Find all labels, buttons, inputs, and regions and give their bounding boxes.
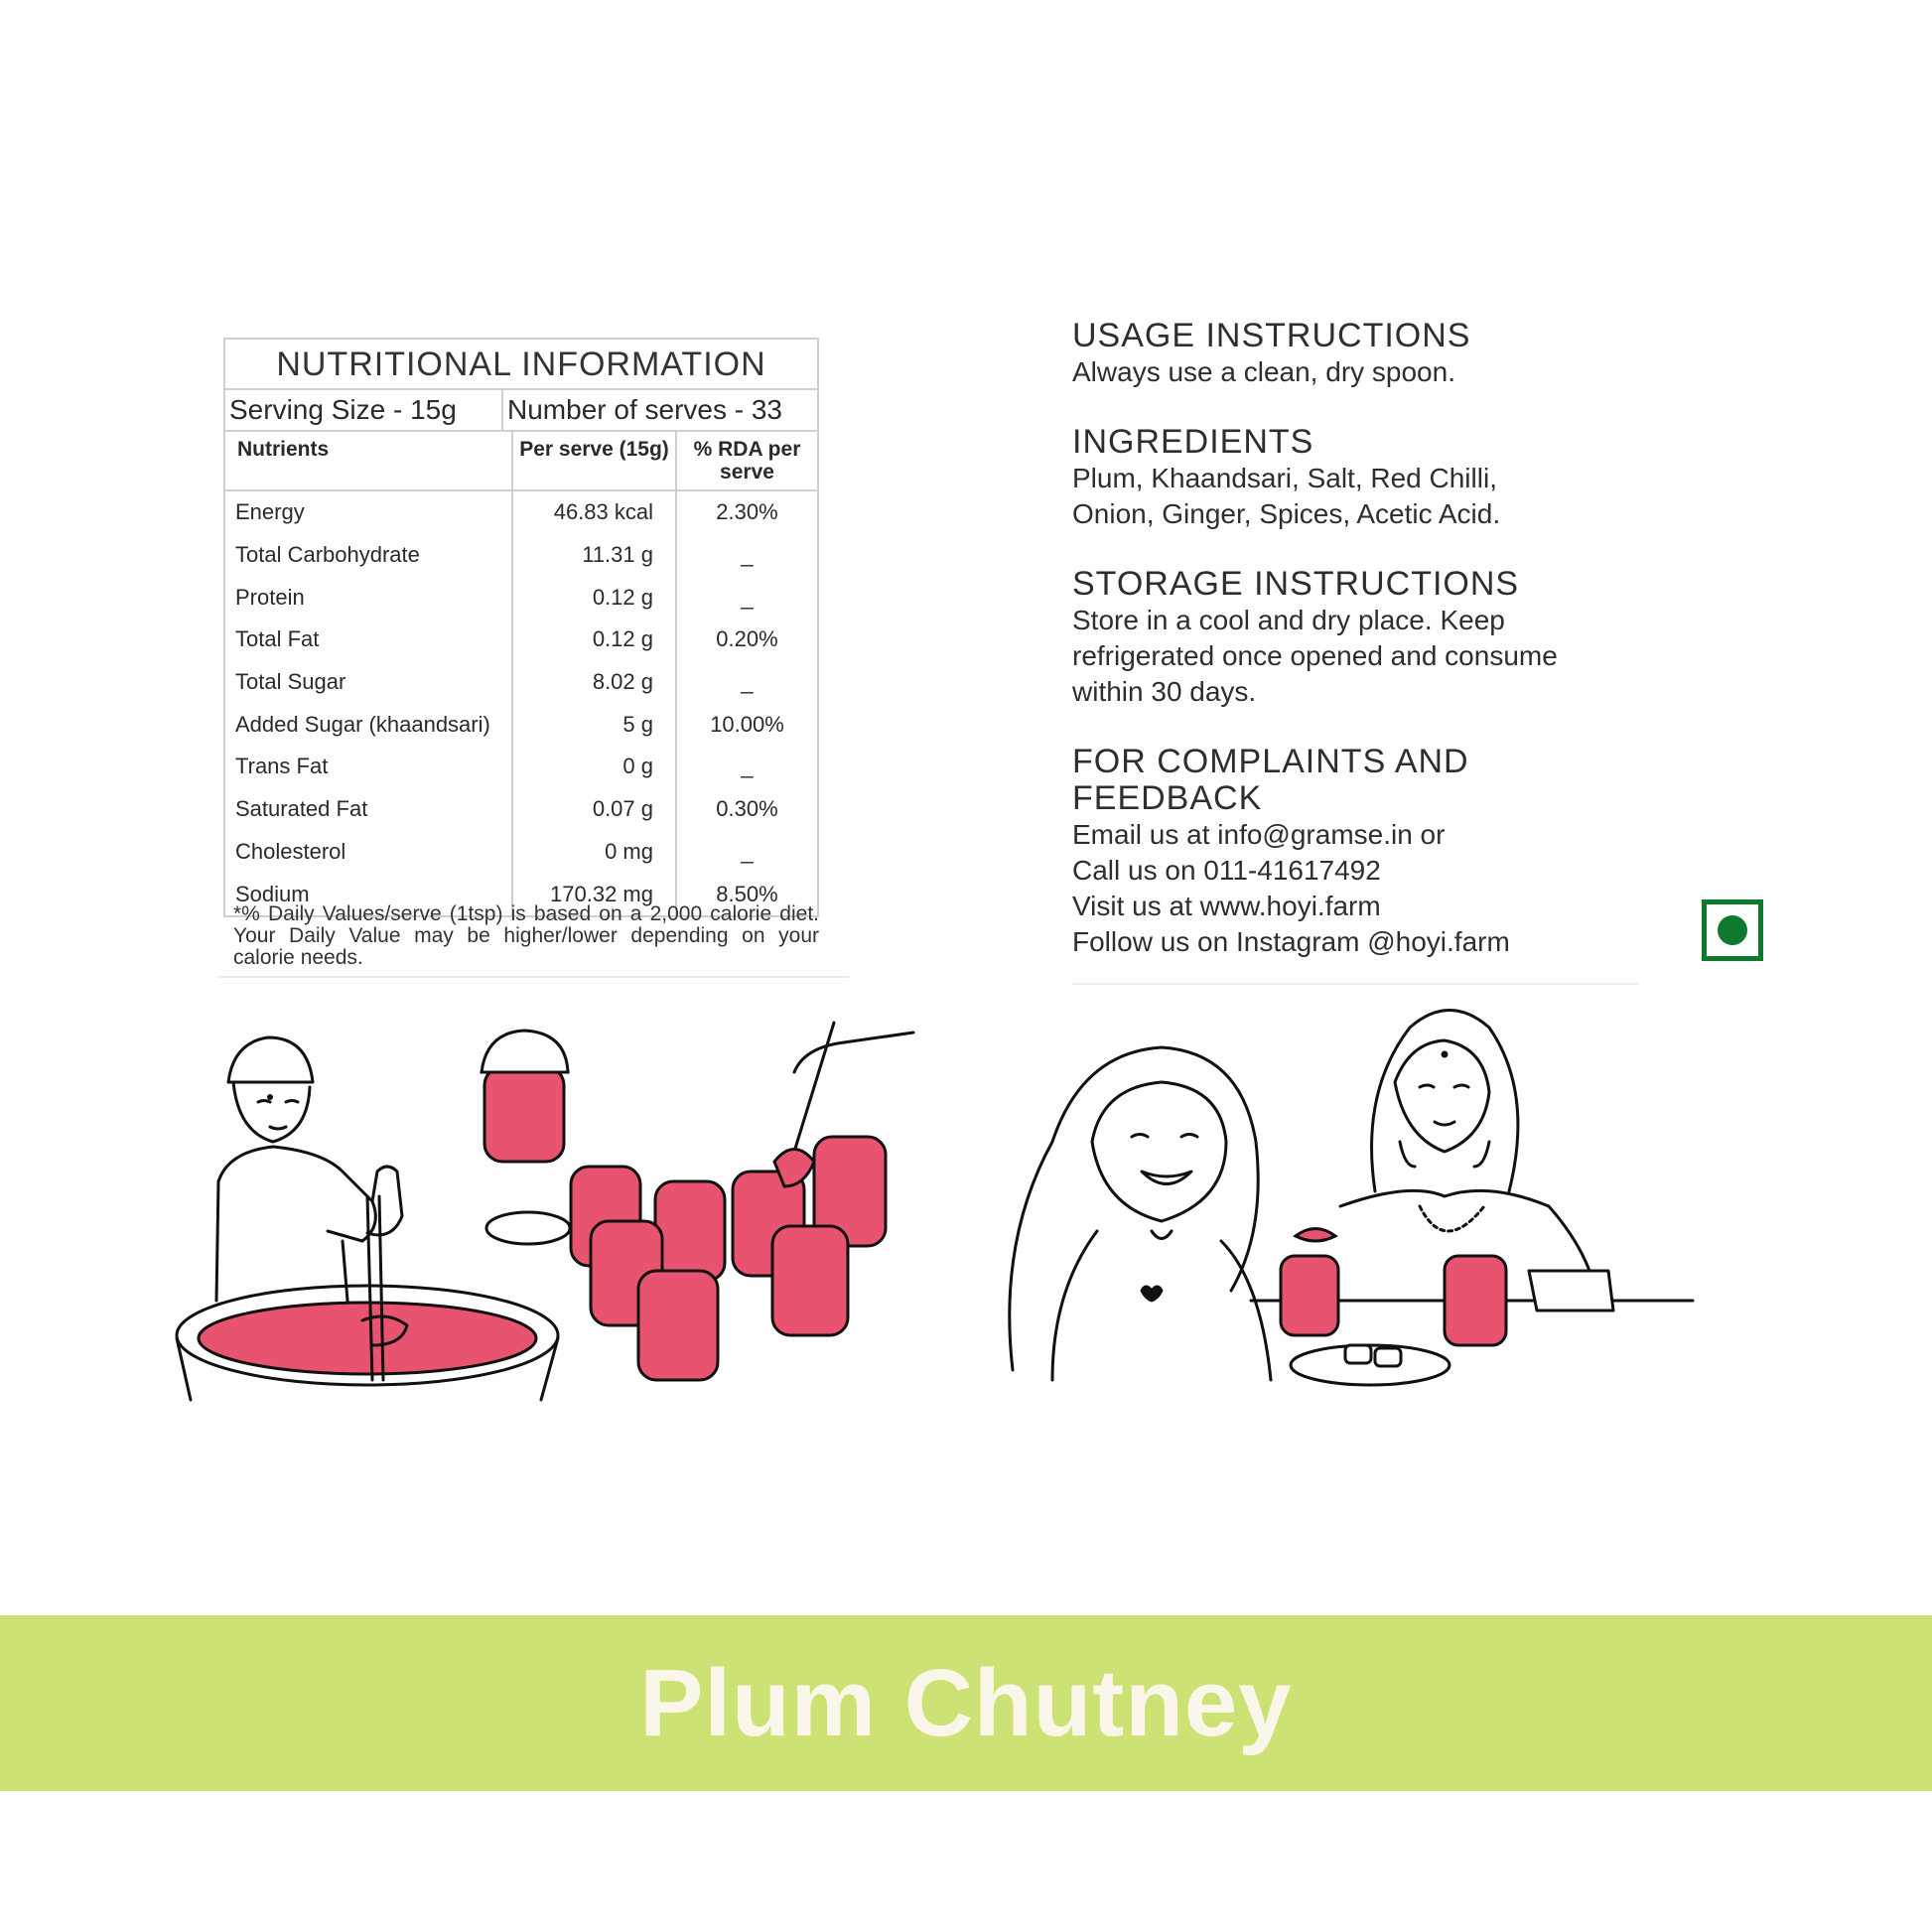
nutrient-name: Total Sugar <box>225 661 512 704</box>
ingredients-line: Onion, Ginger, Spices, Acetic Acid. <box>1072 498 1501 529</box>
nutrient-header-row <box>225 432 817 490</box>
nutrient-name: Sodium <box>225 873 512 915</box>
nutrient-rda: _ <box>741 669 754 695</box>
product-title: Plum Chutney <box>639 1650 1293 1756</box>
storage-line: refrigerated once opened and consume <box>1072 640 1558 671</box>
usage-section <box>1072 318 1668 390</box>
usage-text: Always use a clean, dry spoon. <box>1072 356 1455 387</box>
email-line: Email us at info@gramse.in or <box>1072 819 1446 850</box>
complaints-title-2: FEEDBACK <box>1072 779 1263 817</box>
number-of-serves: Number of serves - 33 <box>507 394 782 425</box>
divider-right <box>1072 983 1638 985</box>
ingredients-title: INGREDIENTS <box>1072 423 1314 461</box>
table-row <box>225 831 817 874</box>
phone-line: Call us on 011-41617492 <box>1072 855 1381 886</box>
complaints-section <box>1072 744 1668 960</box>
veg-symbol-icon <box>1702 899 1763 961</box>
nutrient-amount: 11.31 g <box>512 534 676 577</box>
nutrient-rda: _ <box>741 838 754 864</box>
table-row <box>225 788 817 831</box>
header-per-serve: Per serve (15g) <box>512 432 676 490</box>
instagram-line: Follow us on Instagram @hoyi.farm <box>1072 926 1510 957</box>
table-row <box>225 746 817 788</box>
nutrient-name: Total Carbohydrate <box>225 534 512 577</box>
nutrient-amount: 0.12 g <box>512 576 676 619</box>
nutrient-name: Energy <box>225 490 512 534</box>
nutrition-table <box>223 338 819 917</box>
nutrient-rda: _ <box>741 542 754 568</box>
women-illustration <box>993 993 1698 1390</box>
nutrient-name: Saturated Fat <box>225 788 512 831</box>
nutrient-rda: 8.50% <box>716 881 778 906</box>
nutrient-name: Total Fat <box>225 619 512 661</box>
header-rda: % RDA per serve <box>676 432 817 490</box>
cook-illustration <box>159 1003 933 1410</box>
nutrient-amount: 0 g <box>512 746 676 788</box>
website-line: Visit us at www.hoyi.farm <box>1072 891 1381 921</box>
nutrient-name: Trans Fat <box>225 746 512 788</box>
table-row <box>225 703 817 746</box>
serving-row <box>225 390 817 432</box>
storage-section <box>1072 566 1668 710</box>
table-row <box>225 576 817 619</box>
nutrient-grid <box>225 432 817 915</box>
nutrient-amount: 0 mg <box>512 831 676 874</box>
nutrient-name: Protein <box>225 576 512 619</box>
nutrient-rda: 10.00% <box>710 711 784 737</box>
nutrient-rda: 2.30% <box>716 499 778 525</box>
usage-title: USAGE INSTRUCTIONS <box>1072 317 1471 354</box>
nutrient-amount: 170.32 mg <box>512 873 676 915</box>
nutrient-amount: 8.02 g <box>512 661 676 704</box>
nutrient-rda: _ <box>741 584 754 610</box>
nutrient-name: Added Sugar (khaandsari) <box>225 703 512 746</box>
table-row <box>225 490 817 534</box>
veg-dot <box>1718 915 1747 945</box>
ingredients-line: Plum, Khaandsari, Salt, Red Chilli, <box>1072 463 1497 493</box>
table-row <box>225 661 817 704</box>
nutrient-amount: 5 g <box>512 703 676 746</box>
nutrient-amount: 0.12 g <box>512 619 676 661</box>
product-banner <box>0 1615 1932 1791</box>
table-row <box>225 534 817 577</box>
complaints-title: FOR COMPLAINTS AND <box>1072 743 1469 780</box>
storage-line: within 30 days. <box>1072 676 1257 707</box>
ingredients-section <box>1072 424 1668 532</box>
nutrient-name: Cholesterol <box>225 831 512 874</box>
nutrient-amount: 46.83 kcal <box>512 490 676 534</box>
storage-line: Store in a cool and dry place. Keep <box>1072 605 1505 635</box>
nutrient-rda: 0.20% <box>716 626 778 652</box>
divider-left <box>218 976 849 978</box>
storage-title: STORAGE INSTRUCTIONS <box>1072 565 1520 603</box>
serving-size: Serving Size - 15g <box>225 390 503 430</box>
nutrition-footnote: *% Daily Values/serve (1tsp) is based on a 2,000 calorie diet. Your Daily Value may be higher/lower depending on your calorie needs. <box>233 902 819 969</box>
table-row <box>225 619 817 661</box>
nutrient-amount: 0.07 g <box>512 788 676 831</box>
nutrition-title: NUTRITIONAL INFORMATION <box>225 340 817 390</box>
header-nutrients: Nutrients <box>225 432 512 490</box>
nutrient-rda: _ <box>741 754 754 779</box>
nutrient-rda: 0.30% <box>716 796 778 822</box>
